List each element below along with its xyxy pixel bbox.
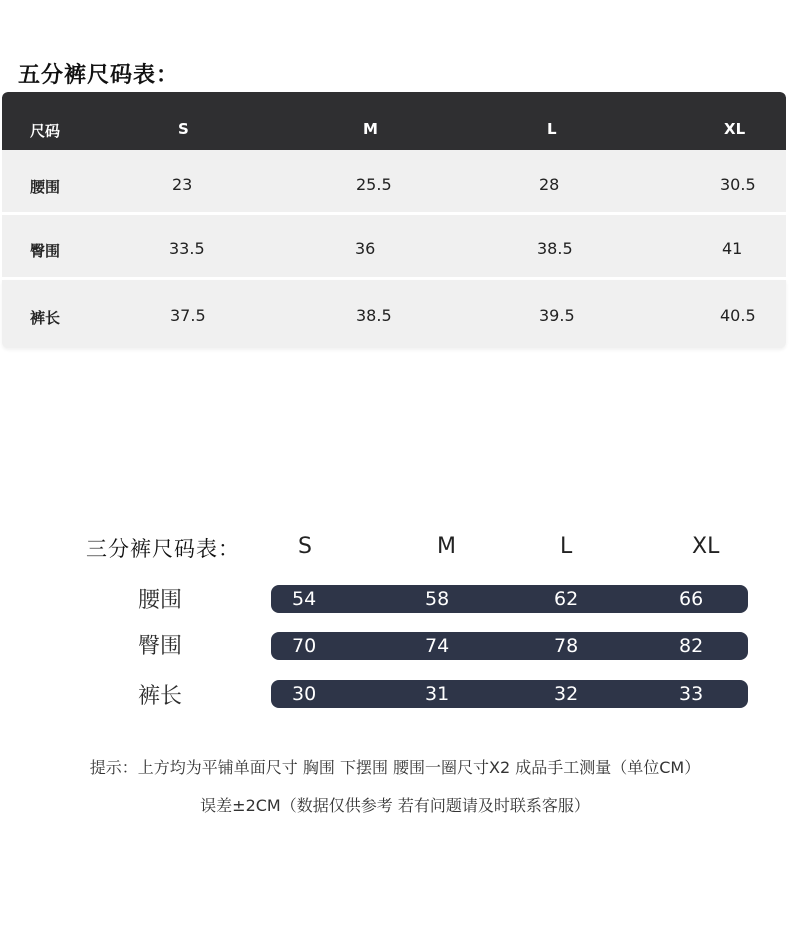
shorts-3-size-chart-title: 三分裤尺码表： (86, 537, 240, 561)
row-label-length: 裤长 (138, 684, 183, 709)
row-label-hip: 臀围 (30, 242, 61, 260)
hip-m-value: 74 (425, 635, 450, 657)
length-values-bar (271, 680, 748, 708)
waist-values-bar (271, 585, 748, 613)
cell-waist-s: 23 (172, 175, 193, 194)
cell-length-xl: 40.5 (720, 306, 756, 325)
table-row-hip (2, 215, 786, 277)
header-size-xl: XL (724, 120, 746, 138)
row-label-length: 裤长 (30, 309, 61, 327)
shorts-5-size-table (2, 92, 786, 150)
length-m-value: 31 (425, 683, 450, 705)
length-xl-value: 33 (679, 683, 704, 705)
size-s-label: S (298, 534, 312, 559)
header-size-l: L (547, 120, 557, 138)
cell-hip-l: 38.5 (537, 239, 573, 258)
row-label-waist: 腰围 (30, 178, 61, 196)
shorts-5-size-chart-title: 五分裤尺码表： (18, 63, 180, 88)
cell-hip-m: 36 (355, 239, 376, 258)
cell-waist-xl: 30.5 (720, 175, 756, 194)
measurement-note: 提示：上方均为平铺单面尺寸 胸围 下摆围 腰围一圈尺寸X2 成品手工测量（单位CM） (89, 758, 701, 777)
row-label-hip: 臀围 (138, 634, 183, 659)
waist-m-value: 58 (425, 588, 450, 610)
waist-l-value: 62 (554, 588, 579, 610)
waist-s-value: 54 (292, 588, 317, 610)
length-l-value: 32 (554, 683, 579, 705)
hip-s-value: 70 (292, 635, 317, 657)
header-size-label: 尺码 (30, 122, 61, 140)
hip-xl-value: 82 (679, 635, 704, 657)
cell-length-s: 37.5 (170, 306, 206, 325)
row-label-waist: 腰围 (138, 588, 183, 613)
header-size-s: S (178, 120, 189, 138)
size-m-label: M (437, 534, 456, 559)
cell-hip-s: 33.5 (169, 239, 205, 258)
hip-values-bar (271, 632, 748, 660)
cell-hip-xl: 41 (722, 239, 743, 258)
header-size-m: M (363, 120, 378, 138)
size-xl-label: XL (692, 534, 720, 559)
table-row-waist-bg (2, 150, 786, 212)
length-s-value: 30 (292, 683, 317, 705)
table-header-row (2, 92, 786, 150)
tolerance-note: 误差±2CM（数据仅供参考 若有问题请及时联系客服） (200, 796, 590, 815)
table-row-length (2, 280, 786, 348)
size-l-label: L (560, 534, 573, 559)
cell-waist-l: 28 (539, 175, 560, 194)
cell-waist-m: 25.5 (356, 175, 392, 194)
cell-length-m: 38.5 (356, 306, 392, 325)
waist-xl-value: 66 (679, 588, 704, 610)
cell-length-l: 39.5 (539, 306, 575, 325)
hip-l-value: 78 (554, 635, 579, 657)
